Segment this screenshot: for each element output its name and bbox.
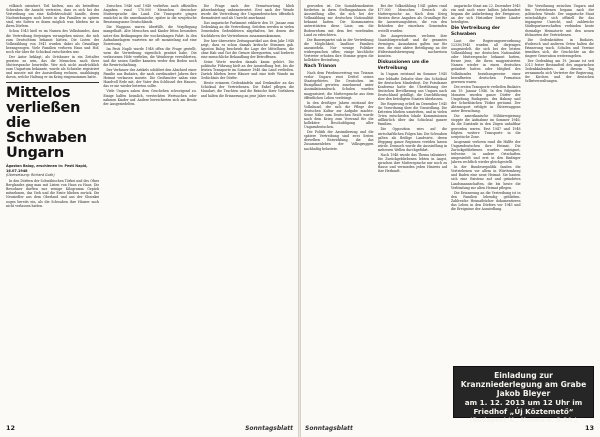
invitation-line-3: (Budapest X., Kozma u. 8-10.) [469,416,578,424]
paragraph: Die Opposition wies auf die wirtschaftlichen Folgen hin: Die Schwaben galten als fleißige Landwirte, deren Weggang ganze Regionen veröden lassen würde. Dennoch wurde die Aussiedlung in mehreren Wellen durchgeführt. [377,127,447,152]
paragraph: Schon 1945 hieß es im Namen des Volksbundes, dass die Vertreibung derjenigen vorangehen müsse, die sich zum Deutschtum bekannt hätten. Die Listen der Volkszählung von 1941 wurden dabei als Grundlage herangezogen. Viele Familien verloren Haus und Hof, noch ehe über ihr Schicksal entschieden war. [6,29,100,54]
paragraph: Die Versöhnung zwischen Ungarn und den Vertriebenen begann nach der politischen Wende. Der ungarische Staat entschuldigte sich offiziell für das begangene Unrecht, und zahlreiche Städtepartnerschaften verbinden heute ehemalige Heimatorte mit den neuen Wohnorten der Vertriebenen. [524,4,594,37]
paragraph: ungarische Staat am 22. Dezember 1945 ein und nach einer halben Jahrhundert begann die Aufarbeitung der Ereignisse, an der sich Historiker beider Länder beteiligten. [451,4,521,25]
right-col-2 [378,4,448,417]
invitation-line-1: Einladung zur Kranzniederlegung am Grabe Jakob Bleyer [460,371,587,398]
right-col-1 [304,4,374,417]
masthead: Sonntagsblatt [245,424,293,432]
paragraph: Seine Worte wurden damals kaum gehört. Die politische Führung hielt an der Aussiedlung fest, bis die letzten Transporte im Sommer 1948 das Land verließen. Zurück blieben leere Häuser und eine tiefe Wunde im Gedächtnis der Dörfer. [200,59,294,81]
paragraph: Nach 1948 wurde das Thema tabuisiert. Die Zurückgebliebenen lebten in Angst, sprachen ihre Muttersprache nur noch zu Hause und vermieden jeden Hinweis auf ihre Herkunft. [377,152,447,174]
paragraph: Bei der Volkszählung 1941 gaben rund 477.000 Menschen Deutsch als Muttersprache an. Nach dem Krieg dienten diese Angaben als Grundlage für die Ausweisungslisten, die von den Behörden der einzelnen Gemeinden erstellt wurden. [377,4,447,33]
paragraph: Das ungarische Parlament erklärte den 19. Januar zum Gedenktag an die Vertreibung. Seitdem werden in vielen Gemeinden Gedenkfeiern abgehalten, bei denen die Nachfahren der Vertriebenen zusammenkommen. [200,21,294,38]
paragraph: Der Autor beklagt, als Ortsbauer in ein Zeitalter geraten zu sein, das die Menschen nach ihrer Muttersprache beurteilte. Wer sich nicht ausdrücklich zum Ungartum bekannte, wurde als Schwabe registriert und musste mit der Aussiedlung rechnen, unabhängig davon, welche Haltung er im Krieg eingenommen hatte. [6,54,100,80]
paragraph: Die ersten Transporte verließen Budaörs am 19. Januar 1946. In den folgenden Monaten wurden ganze Dörfer der Umgebung Budapests, des Bakony und der Schwäbischen Türkei geräumt. Der Abtransport erfolgte in Güterwaggons unter Bewachung. [451,84,521,114]
paragraph: In Ungarn entstand im Sommer 1945 eine lebhafte Debatte über das Schicksal der deutschen Minderheit. Die Potsdamer Konferenz hatte die Überführung der deutschen Bevölkerung aus Ungarn nach Deutschland gebilligt, die Durchführung aber den beteiligten Staaten überlassen. [377,72,447,101]
masthead: Sonntagsblatt [305,424,353,432]
paragraph: Die Waggons waren überfüllt, die Verpflegung mangelhaft. Alte Menschen und Kinder litten besonders unter den Bedingungen der wochenlangen Fahrt. In den Aufnahmelagern warteten sie oft monatelang auf eine Zuweisung. [103,25,197,46]
paragraph: Die Regierung erließ im Dezember 1945 die Verordnung über die Umsiedlung. Die Kriterien blieben umstritten, und in vielen Orten entschieden lokale Kommissionen willkürlich über das Schicksal ganzer Familien. [377,101,447,127]
article-translator: (Übersetzung: Richard Guth) [6,172,55,177]
article-headline: Mittelos verließen die Schwaben Ungarn [6,85,87,162]
page-number: 13 [584,424,594,432]
invitation-box [453,366,594,424]
right-page [299,0,600,437]
paragraph: Der Gedenktag am 19. Januar ist seit 2013 fester Bestandteil des ungarischen Gedenkkalenders. An diesem Tag versammeln sich Vertreter der Regierung, der Kirchen und der deutschen Selbstverwaltungen. [524,59,594,84]
left-col-1 [6,4,99,417]
paragraph: völkisch orientiert. Teil hielten, was als betroffene Schwaben die Ansicht vertraten, dass es sich bei der Vertreibung um eine Kollektivschuld handle, deren Nachwirkungen noch heute in den Familien zu spüren sind, wie Sofern es ihnen möglich war, blieben sie in ihren Dörfern. [6,4,100,29]
paragraph: Die Bauernpartei sah in der Vertreibung die Möglichkeit, landlose Familien anzusiedeln. Nur wenige Politiker widersprachen offen; einige kirchliche Vertreter erhoben ihre Stimme gegen die kollektive Bestrafung. [304,37,374,63]
paragraph: Die Gedenkstätten in Budaörs, Wudersch und anderen Orten halten die Erinnerung wach. Schulen und Vereine bemühen sich, die Geschichte an die jüngere Generation weiterzugeben. [524,37,594,59]
article-byline: Ágoston Balog, erschienen in: Pesti Napló, 16.07.1948 [6,164,88,173]
paragraph: Der hier übersetzte Zeitungsartikel aus dem Jahr 1948 zeigt, dass es schon damals kritische Stimmen gab. Ágoston Balog beschrieb die Lage der Mittellosen, die ohne Hab und Gut die Grenze überquerten, und forderte eine menschliche Behandlung der Betroffenen. [200,38,294,59]
invitation-line-2: am 1. 12. 2013 um 12 Uhr im Friedhof „Új Köztemető“ [464,398,583,416]
paragraph: In den Dörfern der Schwäbischen Türkei und des Ofner Berglandes ging man mit Listen von Haus zu Haus. Die Bewohner durften nur wenige Kilogramm Gepäck mitnehmen, das Vieh und die Ernte blieben zurück. Die Neusiedler aus dem Oberland und aus der Slowakei zogen bereits ein, als die Schwaben ihre Häuser noch nicht verlassen hatten. [6,179,100,208]
page-gutter [298,0,301,437]
paragraph: Insgesamt verloren rund die Hälfte der Ungarndeutschen ihre Heimat. Die Zurückgebliebenen wurden enteignet, teilweise in andere Ortschaften umgesiedelt und erst in den fünfziger Jahren rechtlich wieder gleichgestellt. [451,139,521,165]
paragraph: Die Politik der Assimilierung und die spätere Vertreibung sind zwei Seiten derselben Entwicklung, die das Zusammenleben der Volksgruppen nachhaltig belastete. [304,130,374,151]
paragraph: Nach dem Friedensvertrag von Trianon verlor Ungarn zwei Drittel seines Staatsgebietes. Die Deutschen im Rumpfland gerieten zunehmend unter Assimilationsdruck. Schulen wurden magyarisiert, die Muttersprache aus dem öffentlichen Leben verdrängt. [304,71,374,100]
left-page [0,0,299,437]
paragraph: In der Bundesrepublik fanden die Vertriebenen vor allem in Württemberg und Baden eine neue Heimat. Sie bauten sich eine Existenz auf und gründeten Landsmannschaften, die bis heute die Verbindung zur alten Heimat pflegen. [451,165,521,190]
right-columns [304,4,594,417]
page-number: 12 [6,424,16,432]
left-columns [6,4,294,417]
right-footer [305,422,594,434]
right-col-4 [525,4,595,362]
paragraph: Laut der Regierungsverordnung 12330/1945 wurden all diejenigen ausgesiedelt, die sich bei der letzten Volkszählung zur deutschen Nationalität oder Muttersprache bekannt hatten, ferner jene, die ihren magyarisierten Namen wieder in einen deutschen geändert hatten oder Mitglied des Volksbundes beziehungsweise einer bewaffneten deutschen Formation gewesen waren. [451,38,521,84]
paragraph: Die Frage nach der Verantwortung blieb jahrzehntelang unbeantwortet. Erst nach der Wende wurde die Vertreibung der Ungarndeutschen öffentlich thematisiert und als Unrecht anerkannt. [200,4,294,21]
section-heading: Nach Trianon [304,64,337,70]
paragraph: Heute erinnern Gedenktafeln und Denkmäler an das Schicksal der Vertriebenen. Die Enkel pflegen die Mundart, die Trachten und die Bräuche ihrer Vorfahren und halten die Erinnerung an jene Jahre wach. [200,81,294,98]
paragraph: Die Ausgewiesenen verloren ihre Staatsbürgerschaft und ihr gesamtes Vermögen. Ausnahmen galten nur für jene, die eine aktive Beteiligung an der Widerstandsbewegung nachweisen konnten. [377,33,447,59]
paragraph: Im Pesti Napló wurde 1948 offen die Frage gestellt, wem die Vertreibung eigentlich genützt habe. Die verlassenen Höfe verfielen, die Weinberge verwilderten, und die neuen Siedler kannten weder den Boden noch die Bewirtschaftung. [103,46,197,68]
paragraph: geworden ist. Die Sozialdemokraten forderten in ihren Stellungnahmen die Aussiedlung aller, die sich bei der Volkszählung zur deutschen Nationalität bekannt hatten. Die Kommunisten unterstützten diese Linie, um die Bodenreform mit dem frei werdenden Land zu erleichtern. [304,4,374,37]
section-heading: Die Vertreibung der Schwaben [451,26,501,37]
paragraph: Der Verfasser des Artikels schildert den Abschied einer Familie aus Budaörs, die nach zweihundert Jahren ihre Heimat verlassen musste. Die Großmutter nahm eine Handvoll Erde mit, der Vater den Schlüssel des Hauses, das er nie wieder betreten sollte. [103,68,197,89]
paragraph: In den dreißiger Jahren entstand der Volksbund, der sich die Pflege der deutschen Kultur zur Aufgabe machte. Seine Nähe zum Deutschen Reich wurde nach dem Krieg zum Vorwand für die kollektive Beschuldigung aller Ungarndeutschen. [304,100,374,130]
left-col-2 [103,4,196,417]
paragraph: Die amerikanische Militärregierung stoppte die Aufnahme im Sommer 1946, da die Zustände in den Zügen unhaltbar geworden waren. Erst 1947 und 1948 folgten weitere Transporte in die sowjetische Zone. [451,114,521,139]
section-heading: Diskussionen um die Vertreibung [377,60,429,71]
left-col-3 [201,4,294,417]
paragraph: Viele Ungarn sahen dem Geschehen schweigend zu. Einige halfen heimlich, versteckten Wertsachen oder nahmen Kinder auf. Andere bereicherten sich am Besitz der Ausgesiedelten. [103,89,197,106]
divider [6,82,99,83]
right-col-3 [451,4,521,417]
paragraph: Die Erinnerung an die Vertreibung ist in den Familien lebendig geblieben. Zahlreiche Heimatbücher dokumentieren das Leben in den Dörfern vor 1945 und die Ereignisse der Aussiedlung. [451,190,521,211]
paragraph: Zwischen 1946 und 1948 verließen nach offiziellen Angaben rund 170.000 Menschen deutscher Muttersprache das Land. Die Transporte gingen zunächst in die amerikanische, später in die sowjetische Besatzungszone Deutschlands. [103,4,197,25]
left-footer [6,422,293,434]
